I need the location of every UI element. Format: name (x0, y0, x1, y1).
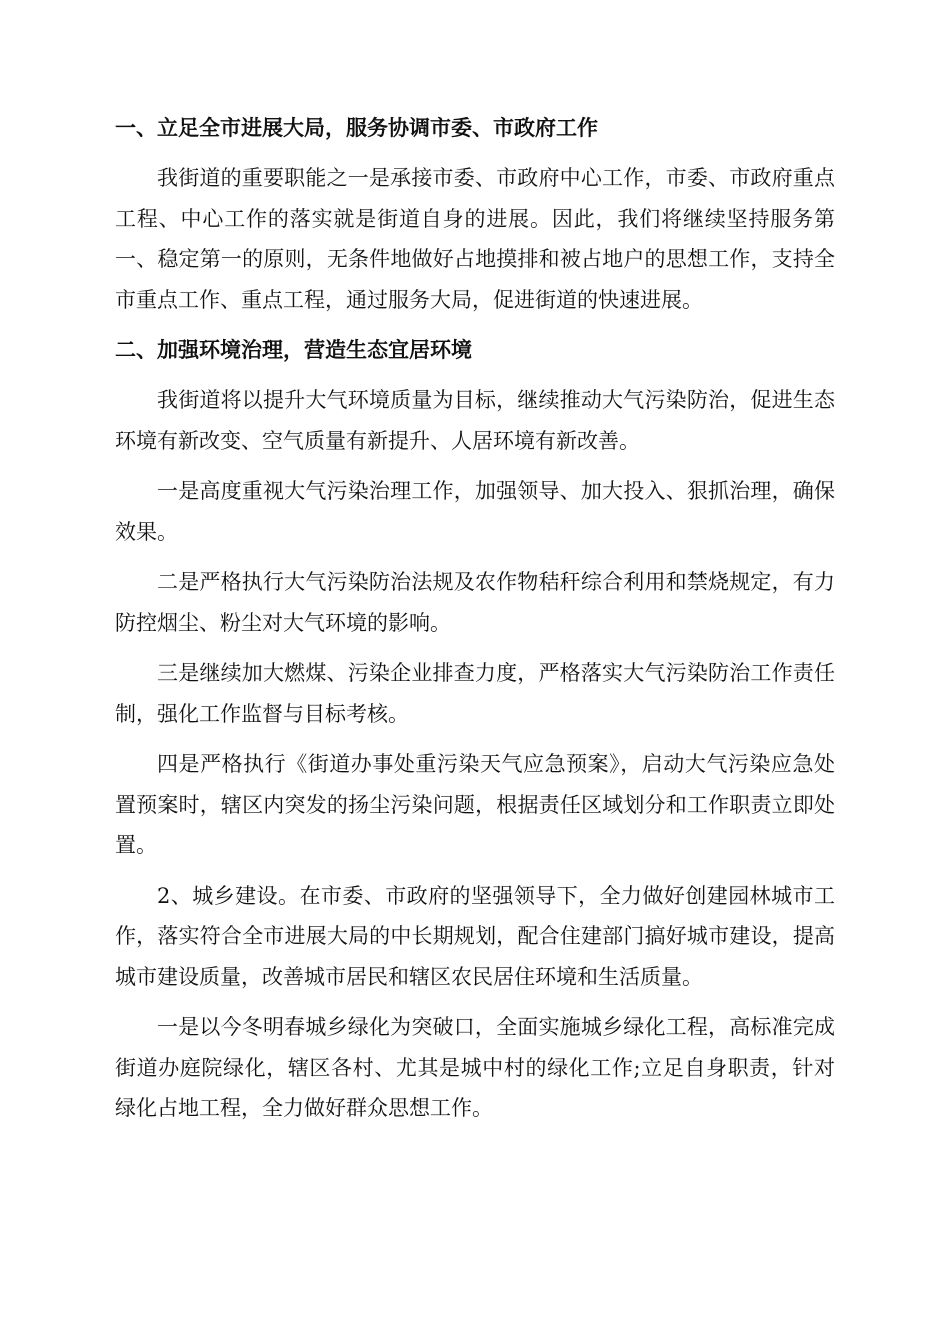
paragraph: 一是以今冬明春城乡绿化为突破口，全面实施城乡绿化工程，高标准完成街道办庭院绿化，辖区各村、尤其是城中村的绿化工作;立足自身职责，针对绿化占地工程，全力做好群众思想工作。 (115, 1015, 835, 1120)
document-body (115, 108, 835, 1139)
paragraph: 三是继续加大燃煤、污染企业排查力度，严格落实大气污染防治工作责任制，强化工作监督与目标考核。 (115, 661, 835, 726)
paragraph: 四是严格执行《街道办事处重污染天气应急预案》，启动大气污染应急处置预案时，辖区内突发的扬尘污染问题，根据责任区域划分和工作职责立即处置。 (115, 752, 835, 857)
paragraph: 一是高度重视大气污染治理工作，加强领导、加大投入、狠抓治理，确保效果。 (115, 479, 835, 544)
paragraph: 2、城乡建设。在市委、市政府的坚强领导下，全力做好创建园林城市工作，落实符合全市进展大局的中长期规划，配合住建部门搞好城市建设，提高城市建设质量，改善城市居民和辖区农民居住环境和生活质量。 (115, 883, 835, 989)
section-heading-2: 二、加强环境治理，营造生态宜居环境 (115, 338, 472, 362)
paragraph: 我街道的重要职能之一是承接市委、市政府中心工作，市委、市政府重点工程、中心工作的落实就是街道自身的进展。因此，我们将继续坚持服务第一、稳定第一的原则，无条件地做好占地摸排和被占地户的思想工作，支持全市重点工作、重点工程，通过服务大局，促进街道的快速进展。 (115, 166, 835, 312)
paragraph: 二是严格执行大气污染防治法规及农作物秸秆综合利用和禁烧规定，有力防控烟尘、粉尘对大气环境的影响。 (115, 570, 835, 635)
section-heading-1: 一、立足全市进展大局，服务协调市委、市政府工作 (115, 116, 598, 140)
paragraph: 我街道将以提升大气环境质量为目标，继续推动大气污染防治，促进生态环境有新改变、空气质量有新提升、人居环境有新改善。 (115, 388, 835, 453)
